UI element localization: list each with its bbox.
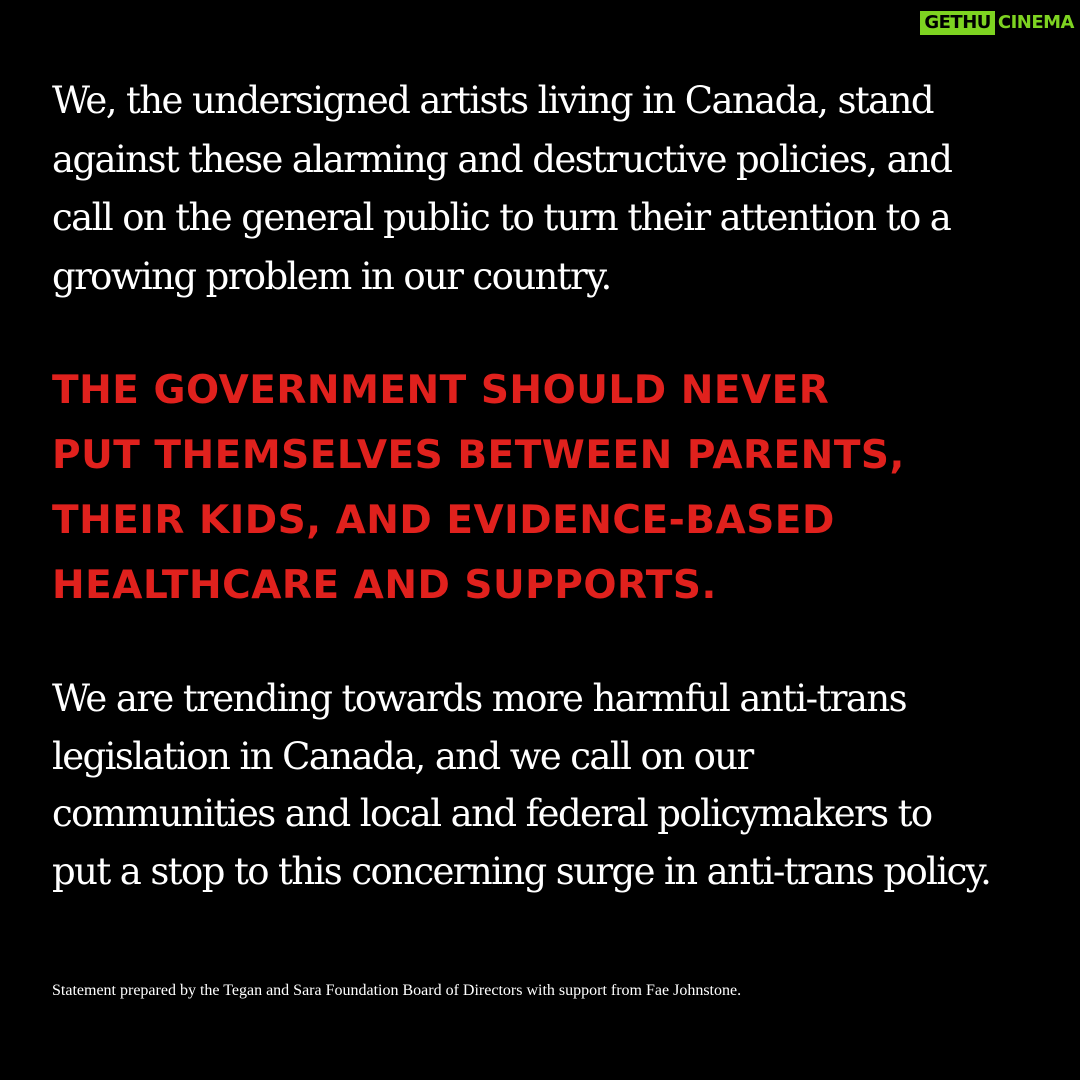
paragraph-2-line: communities and local and federal policymakers to: [52, 792, 932, 835]
paragraph-2-line: put a stop to this concerning surge in anti-trans policy.: [52, 849, 991, 893]
statement-credit: Statement prepared by the Tegan and Sara Foundation Board of Directors with support from Fae Johnstone.: [52, 982, 742, 999]
paragraph-1-line: against these alarming and destructive policies, and: [52, 137, 952, 181]
paragraph-2-line: We are trending towards more harmful anti-trans: [52, 677, 906, 720]
callout-line: THE GOVERNMENT SHOULD NEVER: [52, 368, 830, 413]
statement-callout: [52, 358, 1052, 618]
paragraph-1-line: We, the undersigned artists living in Canada, stand: [52, 79, 933, 122]
callout-line: PUT THEMSELVES BETWEEN PARENTS,: [52, 433, 905, 478]
paragraph-2-line: legislation in Canada, and we call on our: [52, 734, 753, 778]
logo-text: CINEMA: [997, 12, 1074, 33]
logo-boxed-text: GETHU: [920, 11, 995, 35]
paragraph-1-line: growing problem in our country.: [52, 254, 611, 298]
paragraph-1-line: call on the general public to turn their attention to a: [52, 196, 951, 239]
callout-line: THEIR KIDS, AND EVIDENCE-BASED: [52, 498, 835, 543]
channel-logo: [920, 10, 1074, 36]
statement-paragraph-1: [52, 72, 1052, 306]
statement-paragraph-2: [52, 670, 1052, 900]
callout-line: HEALTHCARE AND SUPPORTS.: [52, 563, 717, 608]
